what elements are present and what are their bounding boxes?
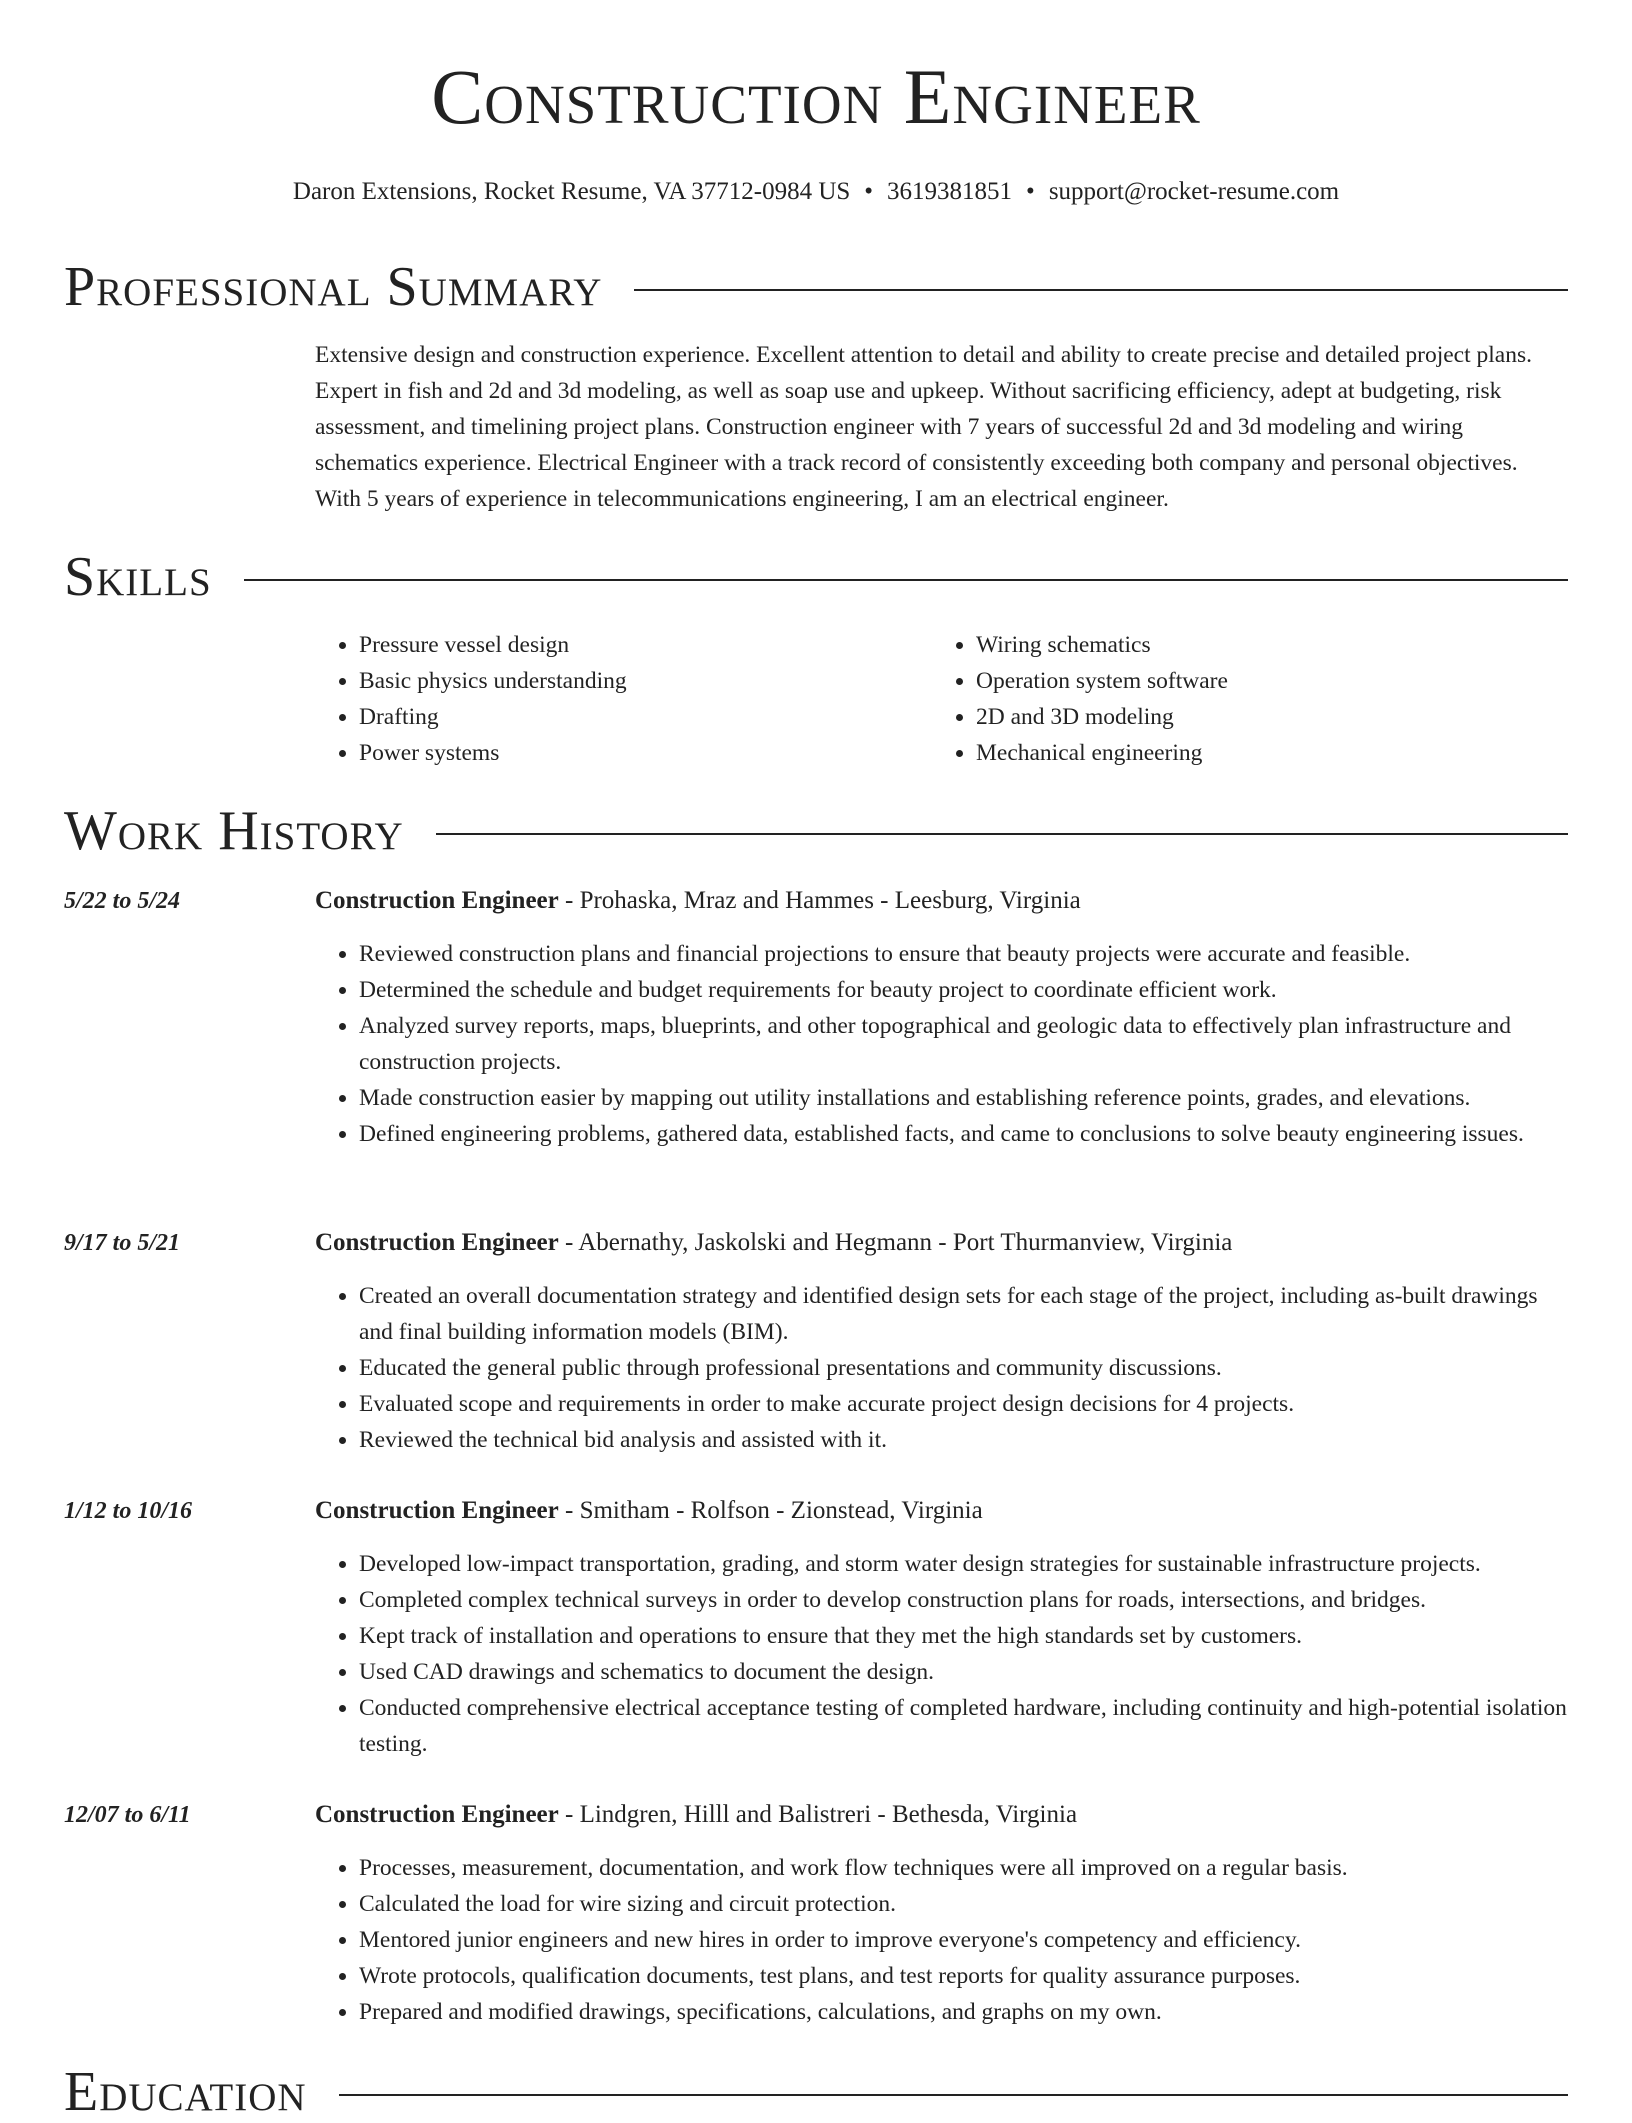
job-bullet: • Developed low-impact transportation, grading, and storm water design strategies for sustainable infrastructure projects.: [359, 1546, 1568, 1582]
job-bullet: • Processes, measurement, documentation, and work flow techniques were all improved on a regular basis.: [359, 1850, 1568, 1886]
contact-phone: 3619381851: [887, 178, 1013, 205]
skill-item: • 2D and 3D modeling: [976, 699, 1549, 735]
job-employer: - Abernathy, Jaskolski and Hegmann - Port Thurmanview, Virginia: [558, 1229, 1233, 1256]
job-employer: - Prohaska, Mraz and Hammes - Leesburg, Virginia: [558, 887, 1081, 914]
skill-item: • Mechanical engineering: [976, 735, 1549, 771]
section-title: Skills: [64, 546, 212, 608]
section-divider: [436, 833, 1568, 835]
job-bullets: [315, 1850, 1568, 2030]
job-bullet: • Prepared and modified drawings, specifications, calculations, and graphs on my own.: [359, 1994, 1568, 2030]
job-bullets: [315, 1546, 1568, 1762]
skill-item: • Basic physics understanding: [359, 663, 932, 699]
work-section-header: [64, 801, 1568, 861]
contact-separator: •: [1026, 178, 1035, 205]
skills-section-header: [64, 547, 1568, 607]
job-bullet: • Wrote protocols, qualification documents, test plans, and test reports for quality assurance purposes.: [359, 1958, 1568, 1994]
job-bullet: • Completed complex technical surveys in order to develop construction plans for roads, intersections, and bridges.: [359, 1582, 1568, 1618]
job-bullet: • Mentored junior engineers and new hires in order to improve everyone's competency and efficiency.: [359, 1922, 1568, 1958]
skill-item: • Power systems: [359, 735, 932, 771]
section-divider: [634, 289, 1568, 291]
job-header: [315, 1225, 1232, 1261]
job-dates: 1/12 to 10/16: [64, 1498, 193, 1524]
job-title: Construction Engineer: [315, 887, 559, 914]
section-title: Education: [64, 2061, 307, 2123]
skill-item: • Wiring schematics: [976, 627, 1549, 663]
contact-email: support@rocket-resume.com: [1048, 178, 1340, 205]
contact-address: Daron Extensions, Rocket Resume, VA 37712-0984 US: [292, 178, 851, 205]
skill-item: • Pressure vessel design: [359, 627, 932, 663]
skills-list: [315, 627, 1568, 771]
job-header: [315, 883, 1081, 919]
contact-separator: •: [864, 178, 874, 205]
summary-text: Extensive design and construction experience. Excellent attention to detail and ability to create precise and detailed project plans. Expert in fish and 2d and 3d modeling, as well as soap use and upkeep. Without sacrificing efficiency, adept at budgeting, risk assessment, and timelining project plans. Construction engineer with 7 years of successful 2d and 3d modeling and wiring schematics experience. Electrical Engineer with a track record of consistently exceeding both company and personal objectives. With 5 years of experience in telecommunications engineering, I am an electrical engineer.: [315, 342, 1532, 512]
job-bullet: • Conducted comprehensive electrical acceptance testing of completed hardware, including continuity and high-potential isolation testing.: [359, 1690, 1568, 1762]
job-employer: - Lindgren, Hilll and Balistreri - Bethesda, Virginia: [558, 1801, 1078, 1828]
section-divider: [244, 579, 1568, 581]
job-bullet: • Reviewed the technical bid analysis and assisted with it.: [359, 1422, 1568, 1458]
job-bullets: [315, 1278, 1568, 1458]
job-bullets: [315, 936, 1568, 1152]
job-dates: 9/17 to 5/21: [64, 1230, 181, 1256]
job-header: [315, 1493, 983, 1529]
section-title: Work History: [64, 800, 404, 862]
job-title: Construction Engineer: [315, 1801, 559, 1828]
job-bullet: • Used CAD drawings and schematics to document the design.: [359, 1654, 1568, 1690]
job-title: Construction Engineer: [315, 1229, 559, 1256]
job-bullet: • Made construction easier by mapping out utility installations and establishing reference points, grades, and elevations.: [359, 1080, 1568, 1116]
resume-title: Construction Engineer: [431, 53, 1201, 140]
job-bullet: • Reviewed construction plans and financial projections to ensure that beauty projects were accurate and feasible.: [359, 936, 1568, 972]
skills-column-left: [315, 627, 932, 771]
job-bullet: • Defined engineering problems, gathered data, established facts, and came to conclusions to solve beauty engineering issues.: [359, 1116, 1568, 1152]
job-bullet: • Calculated the load for wire sizing and circuit protection.: [359, 1886, 1568, 1922]
education-section-header: [64, 2062, 1568, 2122]
section-divider: [339, 2094, 1568, 2096]
job-bullet: • Determined the schedule and budget requirements for beauty project to coordinate efficient work.: [359, 972, 1568, 1008]
skill-item: • Drafting: [359, 699, 932, 735]
skills-column-right: [932, 627, 1549, 771]
skill-item: • Operation system software: [976, 663, 1549, 699]
job-header: [315, 1797, 1077, 1833]
job-dates: 5/22 to 5/24: [64, 888, 181, 914]
job-title: Construction Engineer: [315, 1497, 559, 1524]
contact-line: [64, 175, 1568, 209]
summary-section-header: [64, 257, 1568, 317]
job-bullet: • Created an overall documentation strategy and identified design sets for each stage of the project, including as-built drawings and final building information models (BIM).: [359, 1278, 1568, 1350]
job-bullet: • Kept track of installation and operations to ensure that they met the high standards set by customers.: [359, 1618, 1568, 1654]
job-bullet: • Educated the general public through professional presentations and community discussions.: [359, 1350, 1568, 1386]
job-bullet: • Analyzed survey reports, maps, blueprints, and other topographical and geologic data to effectively plan infrastructure and construction projects.: [359, 1008, 1568, 1080]
job-employer: - Smitham - Rolfson - Zionstead, Virginia: [558, 1497, 983, 1524]
job-dates: 12/07 to 6/11: [64, 1802, 191, 1828]
section-title: Professional Summary: [64, 256, 603, 318]
job-bullet: • Evaluated scope and requirements in order to make accurate project design decisions for 4 projects.: [359, 1386, 1568, 1422]
